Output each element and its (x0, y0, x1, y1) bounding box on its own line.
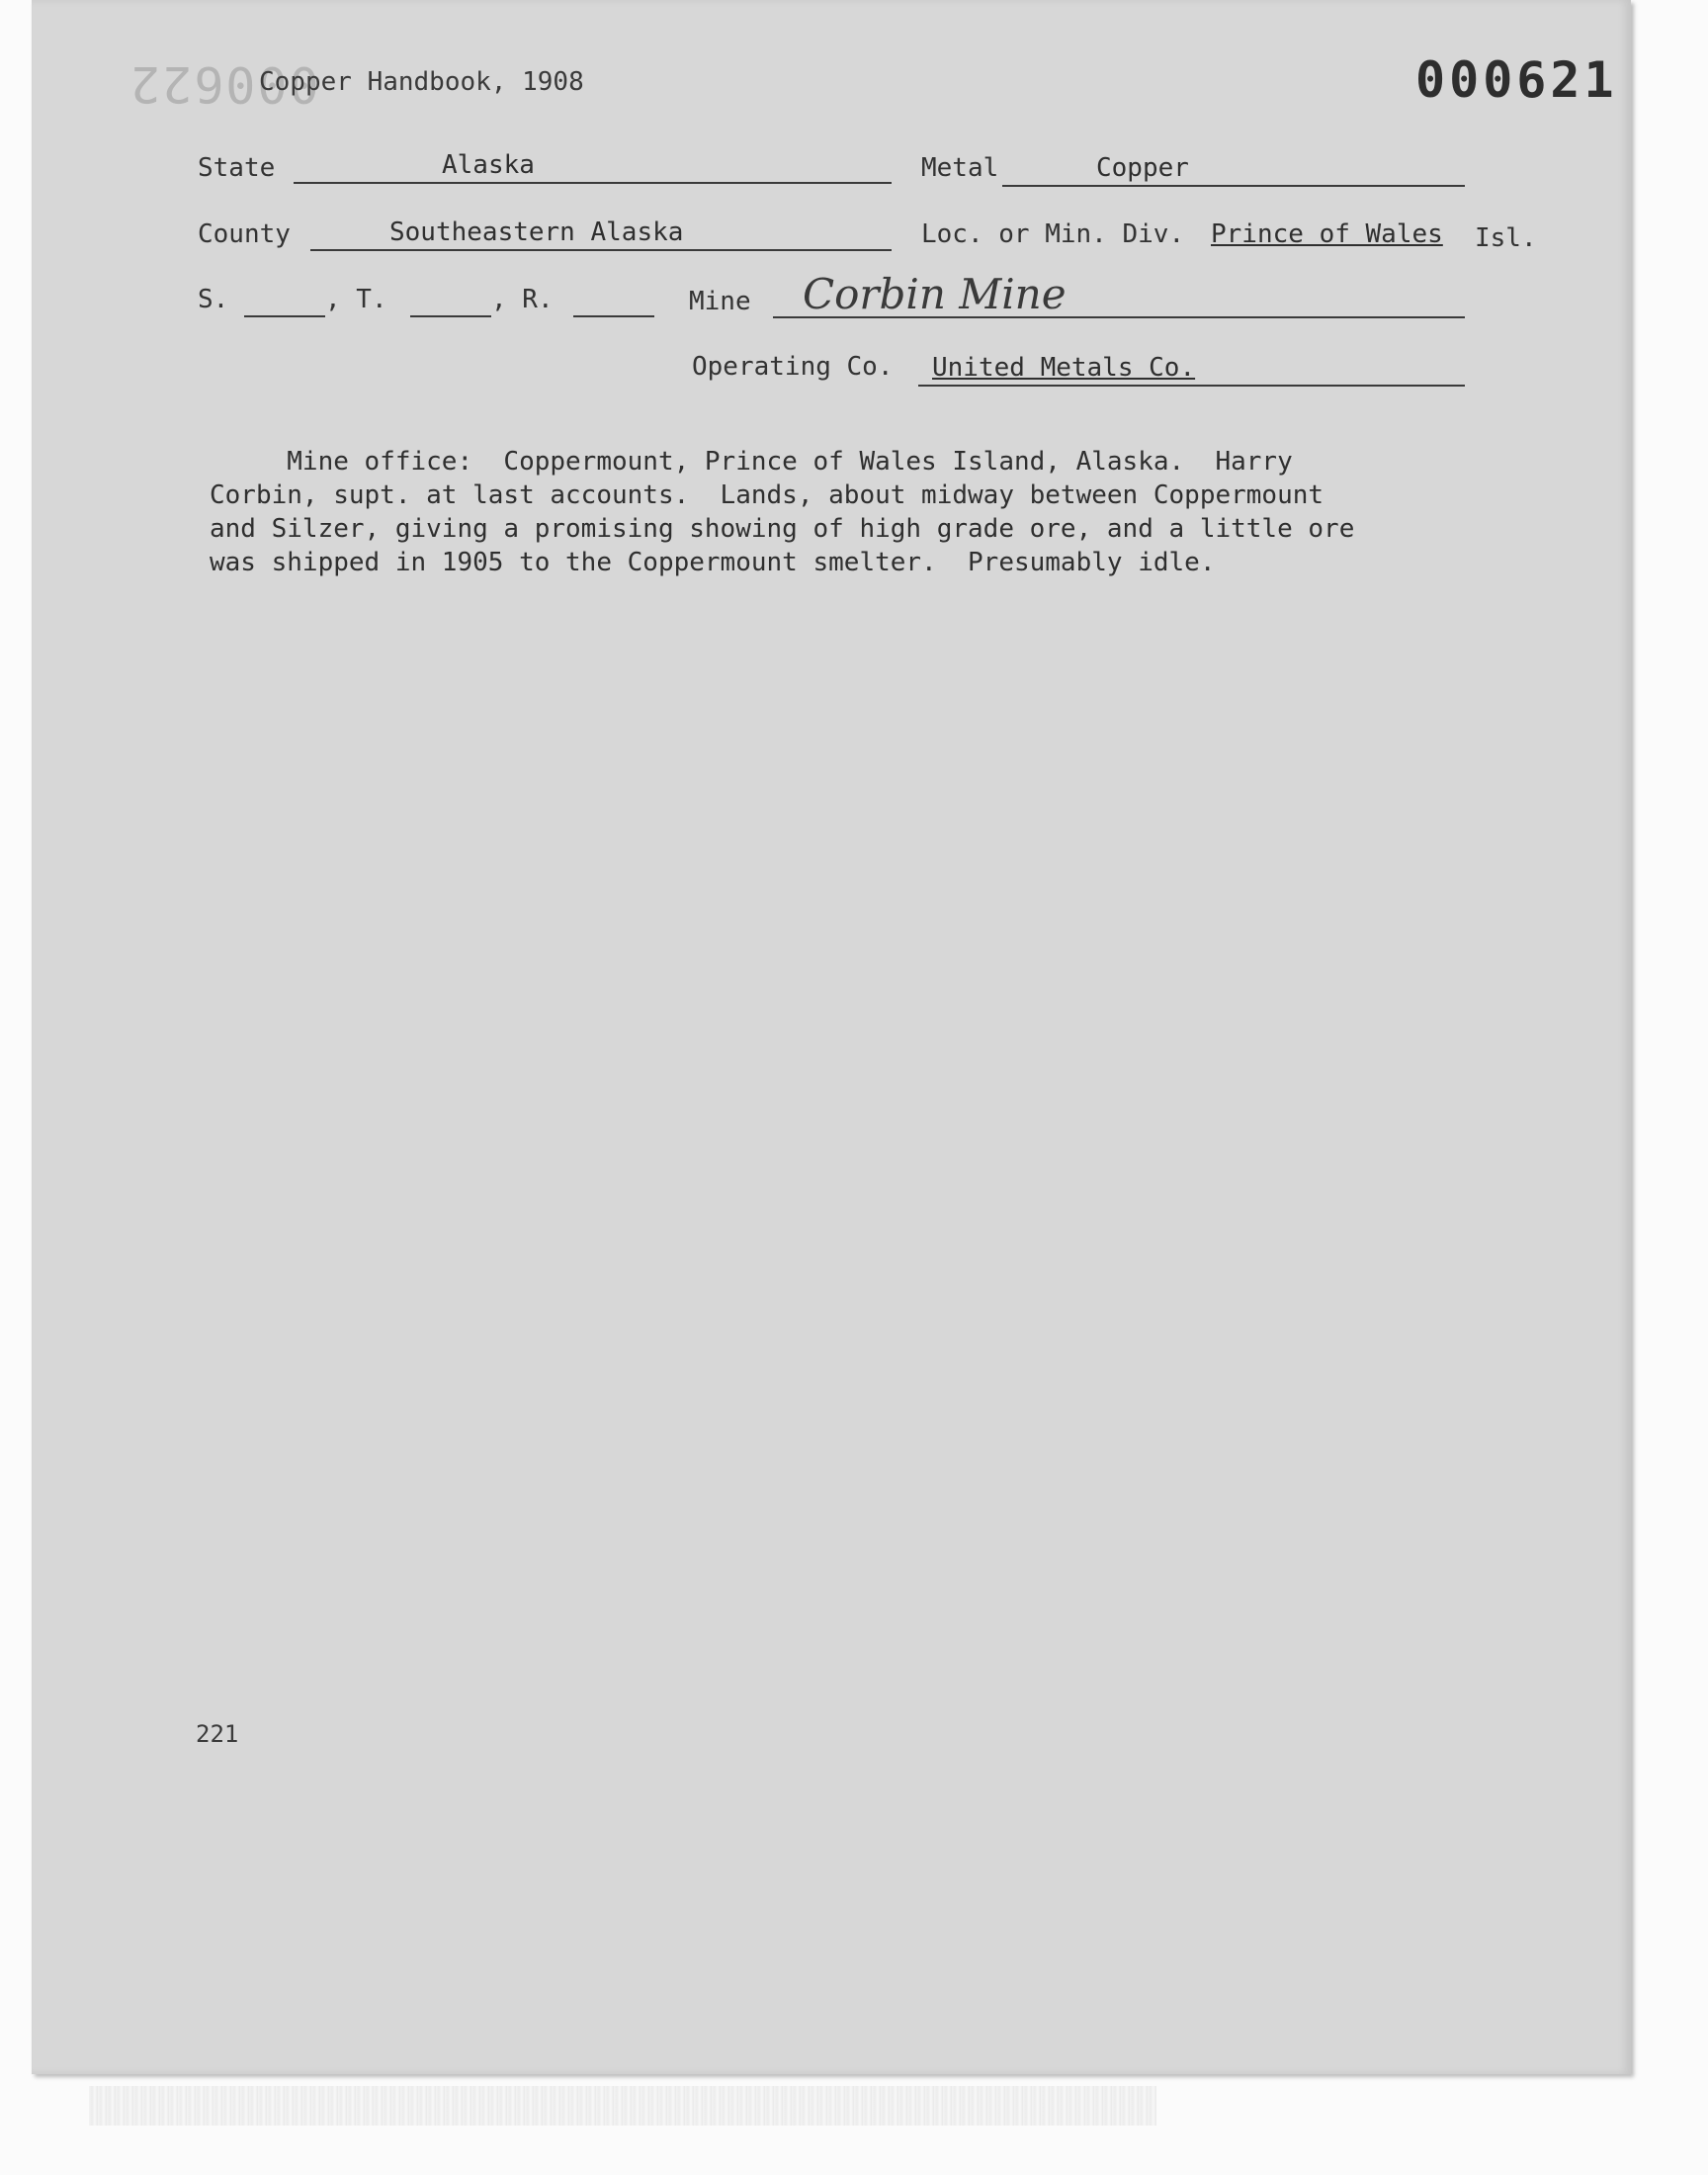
township-field (410, 282, 491, 317)
source-title: Copper Handbook, 1908 (259, 67, 584, 97)
range-field (573, 282, 654, 317)
mine-value: Corbin Mine (803, 270, 1067, 318)
mine-field (773, 271, 1465, 318)
county-field (310, 216, 892, 251)
loc-value: Prince of Wales (1211, 219, 1443, 249)
metal-label: Metal (921, 153, 999, 183)
state-value: Alaska (442, 150, 535, 180)
bleed-through-number: 000622 (128, 55, 319, 113)
index-card (32, 0, 1631, 2074)
mine-label: Mine (689, 287, 751, 316)
scan-artifact (89, 2086, 1156, 2126)
page-number: 000621 (1415, 51, 1618, 109)
card-number: 221 (196, 1720, 239, 1748)
section-label: S. (198, 285, 229, 314)
operating-label: Operating Co. (692, 352, 894, 382)
operating-value: United Metals Co. (932, 353, 1196, 383)
loc-field (1211, 218, 1458, 251)
loc-suffix: Isl. (1475, 223, 1537, 253)
metal-value: Copper (1096, 153, 1189, 183)
operating-field (918, 351, 1465, 387)
description-paragraph: Mine office: Coppermount, Prince of Wales Island, Alaska. Harry Corbin, supt. at last accounts. Lands, about midway between Coppermount and Silzer, giving a promising showing of high grade ore, and a little ore was shipped in 1905 to the Coppermount smelter. Presumably idle. (210, 447, 1355, 577)
section-field (244, 282, 325, 317)
county-value: Southeastern Alaska (389, 218, 684, 247)
township-label: , T. (325, 285, 387, 314)
county-label: County (198, 219, 291, 249)
range-label: , R. (491, 285, 554, 314)
metal-field (1002, 151, 1465, 187)
state-field (294, 148, 892, 184)
state-label: State (198, 153, 276, 183)
loc-label: Loc. or Min. Div. (921, 219, 1185, 249)
